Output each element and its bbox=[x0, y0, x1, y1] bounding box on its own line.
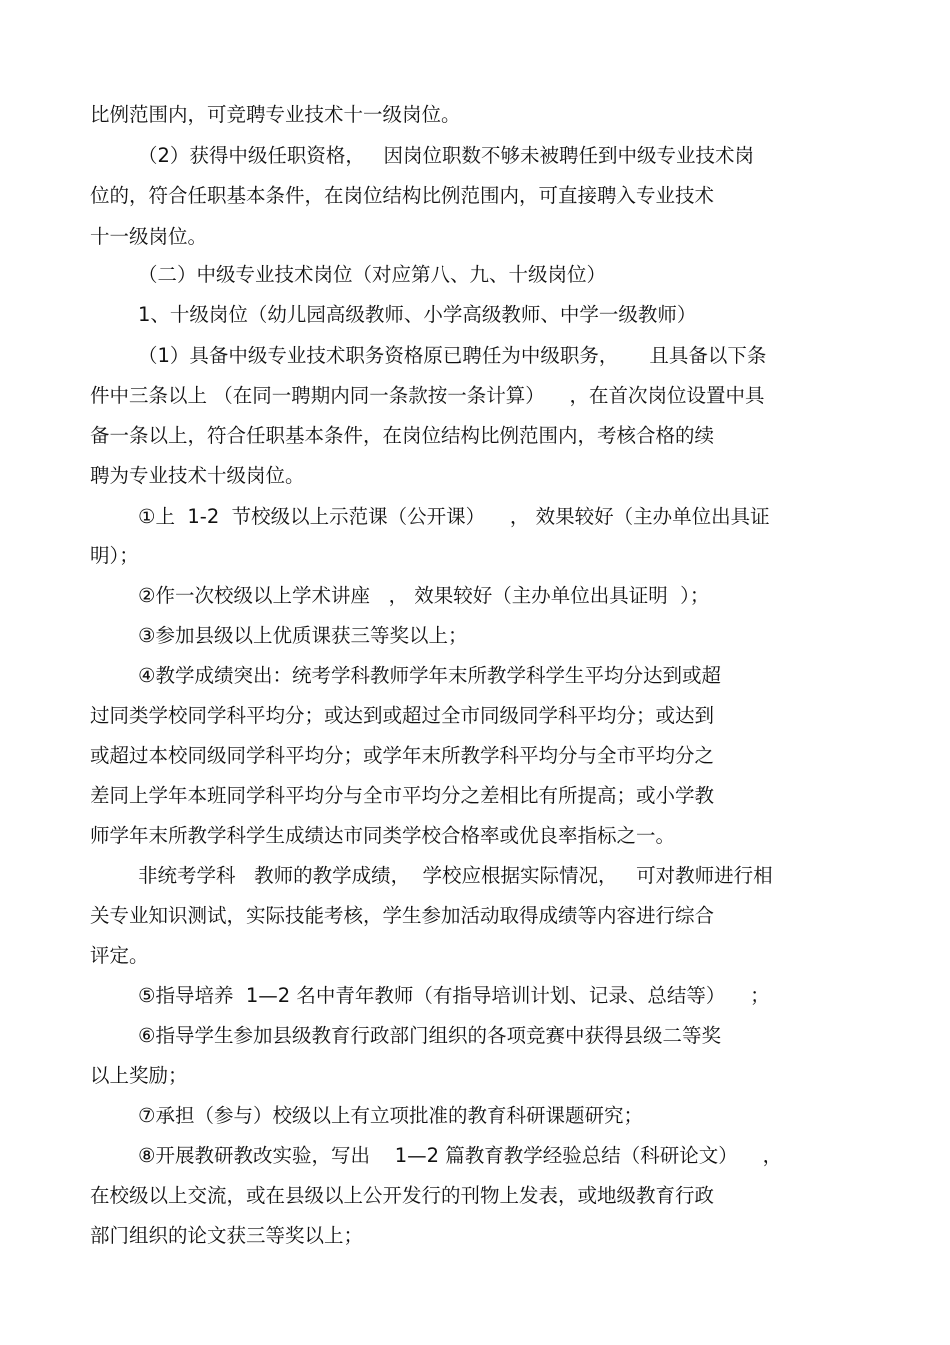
list-item: ⑧开展教研教改实验，写出 1—2 篇教育教学经验总结（科研论文） ， bbox=[138, 1144, 783, 1167]
list-item: ⑥指导学生参加县级教育行政部门组织的各项竞赛中获得县级二等奖 bbox=[138, 1024, 721, 1047]
text-line: （1）具备中级专业技术职务资格原已聘任为中级职务， 且具备以下条 bbox=[138, 344, 767, 367]
text-line: 非统考学科 教师的教学成绩， 学校应根据实际情况， 可对教师进行相 bbox=[138, 864, 773, 887]
text-line: 师学年末所教学科学生成绩达市同类学校合格率或优良率指标之一。 bbox=[90, 824, 676, 847]
subsection-heading: 1、十级岗位（幼儿园高级教师、小学高级教师、中学一级教师） bbox=[138, 303, 697, 326]
text-line: 十一级岗位。 bbox=[90, 225, 208, 248]
list-item: ⑤指导培养 1—2 名中青年教师（有指导培训计划、记录、总结等） ； bbox=[138, 984, 770, 1007]
list-item: ③参加县级以上优质课获三等奖以上； bbox=[138, 624, 468, 647]
list-item: ②作一次校级以上学术讲座 ， 效果较好（主办单位出具证明 ）； bbox=[138, 584, 710, 607]
text-line: 比例范围内，可竞聘专业技术十一级岗位。 bbox=[90, 103, 461, 126]
text-line: 以上奖励； bbox=[90, 1064, 188, 1087]
text-line: 差同上学年本班同学科平均分与全市平均分之差相比有所提高；或小学教 bbox=[90, 784, 715, 807]
section-heading: （二）中级专业技术岗位（对应第八、九、十级岗位） bbox=[138, 263, 607, 286]
text-line: 部门组织的论文获三等奖以上； bbox=[90, 1224, 364, 1247]
list-item: ①上 1-2 节校级以上示范课（公开课） ， 效果较好（主办单位出具证 bbox=[138, 505, 770, 528]
text-line: 评定。 bbox=[90, 944, 149, 967]
text-line: 过同类学校同学科平均分；或达到或超过全市同级同学科平均分；或达到 bbox=[90, 704, 715, 727]
text-line: 明）； bbox=[90, 544, 139, 567]
text-line: 或超过本校同级同学科平均分；或学年末所教学科平均分与全市平均分之 bbox=[90, 744, 715, 767]
text-line: 件中三条以上 （在同一聘期内同一条款按一条计算） ，在首次岗位设置中具 bbox=[90, 384, 765, 407]
list-item: ④教学成绩突出：统考学科教师学年末所教学科学生平均分达到或超 bbox=[138, 664, 721, 687]
list-item: ⑦承担（参与）校级以上有立项批准的教育科研课题研究； bbox=[138, 1104, 643, 1127]
text-line: 在校级以上交流，或在县级以上公开发行的刊物上发表，或地级教育行政 bbox=[90, 1184, 715, 1207]
text-line: 备一条以上，符合任职基本条件，在岗位结构比例范围内，考核合格的续 bbox=[90, 424, 715, 447]
text-line: （2）获得中级任职资格， 因岗位职数不够未被聘任到中级专业技术岗 bbox=[138, 144, 755, 167]
text-line: 位的，符合任职基本条件，在岗位结构比例范围内，可直接聘入专业技术 bbox=[90, 184, 715, 207]
text-line: 聘为专业技术十级岗位。 bbox=[90, 464, 305, 487]
text-line: 关专业知识测试，实际技能考核，学生参加活动取得成绩等内容进行综合 bbox=[90, 904, 715, 927]
